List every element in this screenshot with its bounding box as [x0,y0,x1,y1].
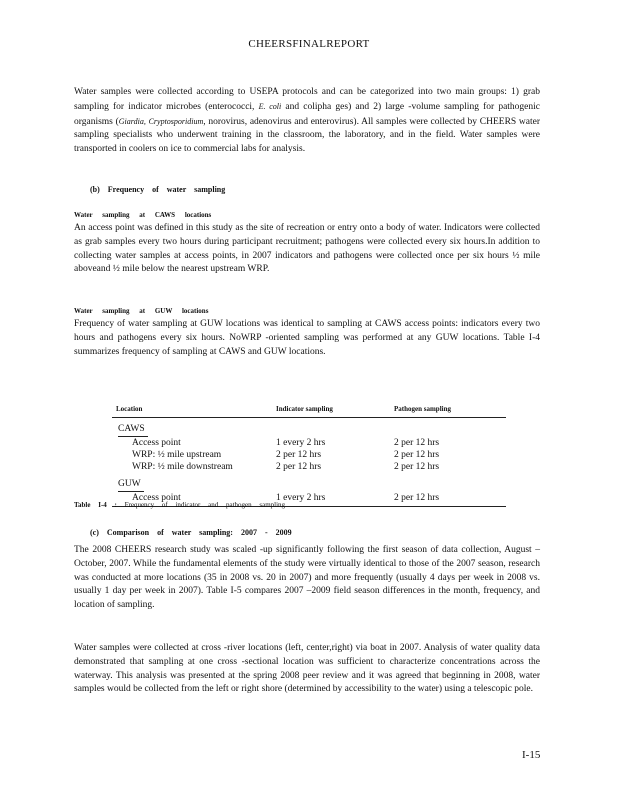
sampling-frequency-table [112,402,506,507]
guw-heading: Water sampling at GUW locations [74,307,209,315]
intro-paragraph: Water samples were collected according to USEPA protocols and can be categorized into two main groups: 1) grab sampling for indicator microbes (enterococci, E. coli and colipha ges) and 2) large -volume sampling for pathogenic organisms (Giardia, Cryptosporidium, norovirus, adenovirus and enterovirus). All samples were collected by CHEERS water sampling specialists who underwent training in the classroom, the laboratory, and in the field. Water samples were transported in coolers on ice to commercial labs for analysis. [74,87,541,155]
column-header-pathogen: Pathogen sampling [394,405,451,413]
table-row [112,437,506,449]
cell-location: WRP: ½ mile upstream [132,450,222,460]
comparison-paragraph: The 2008 CHEERS research study was scaled -up significantly following the first season of data collection, August –October, 2007. While the fundamental elements of the study were virtually identical to those of the 2007 season, research was conducted at more locations (35 in 2008 vs. 20 in 2007) and more frequently (usually 4 days per week in 2008 vs. usually 1 day per week in 2007). Table I-5 compares 2007 –2009 field season differences in the month, frequency, and location of sampling. [74,545,540,611]
guw-paragraph: Frequency of water sampling at GUW locations was identical to sampling at CAWS access points: indicators every two hours and pathogens every six hours. NoWRP -oriented sampling was performed at any GUW locations. Table I-4 summarizes frequency of sampling at CAWS and GUW locations. [74,319,540,357]
report-title: CHEERSFINALREPORT [248,38,370,50]
table-row [112,461,506,473]
cell-pathogen: 2 per 12 hrs [394,450,440,460]
column-header-indicator: Indicator sampling [276,405,333,413]
cell-pathogen: 2 per 12 hrs [394,462,440,472]
cell-pathogen: 2 per 12 hrs [394,438,440,448]
cell-indicator: 1 every 2 hrs [276,493,326,503]
cell-location: Access point [132,493,181,503]
cross-river-paragraph: Water samples were collected at cross -river locations (left, center,right) via boat in 2007. Analysis of water quality data demonstrated that sampling at one cross -sectional location was sufficient to characterize concentrations across the waterway. This analysis was presented at the spring 2008 peer review and it was agreed that beginning in 2008, water samples would be collected from the left or right shore (determined by accessibility to the water) using a telescopic pole. [74,643,540,695]
section-b-heading: (b) Frequency of water sampling [90,185,226,194]
column-header-location: Location [116,405,143,413]
group-guw: GUW [118,478,144,492]
section-c-heading: (c) Comparison of water sampling: 2007 - 2009 [90,528,292,537]
caws-paragraph: An access point was defined in this study as the site of recreation or entry onto a body of water. Indicators were collected as grab samples every two hours during participant recruitment; pathogens were collected every six hours.In addition to collecting water samples at access points, in 2007 indicators and pathogens were collected once per six hours ½ mile aboveand ½ mile below the nearest upstream WRP. [74,223,540,275]
cell-pathogen: 2 per 12 hrs [394,493,440,503]
table-row [112,449,506,461]
table-caption [74,501,285,509]
cell-indicator: 2 per 12 hrs [276,462,322,472]
table-header-row [112,402,506,418]
caption-label: Table I-4 : [74,501,117,509]
cell-location: WRP: ½ mile downstream [132,462,233,472]
group-caws: CAWS [118,423,148,437]
page-number: I-15 [522,749,541,761]
cell-indicator: 1 every 2 hrs [276,438,326,448]
cell-location: Access point [132,438,181,448]
caws-heading: Water sampling at CAWS locations [74,211,212,219]
cell-indicator: 2 per 12 hrs [276,450,322,460]
caption-text: Frequency of indicator and pathogen sampling [124,501,286,509]
